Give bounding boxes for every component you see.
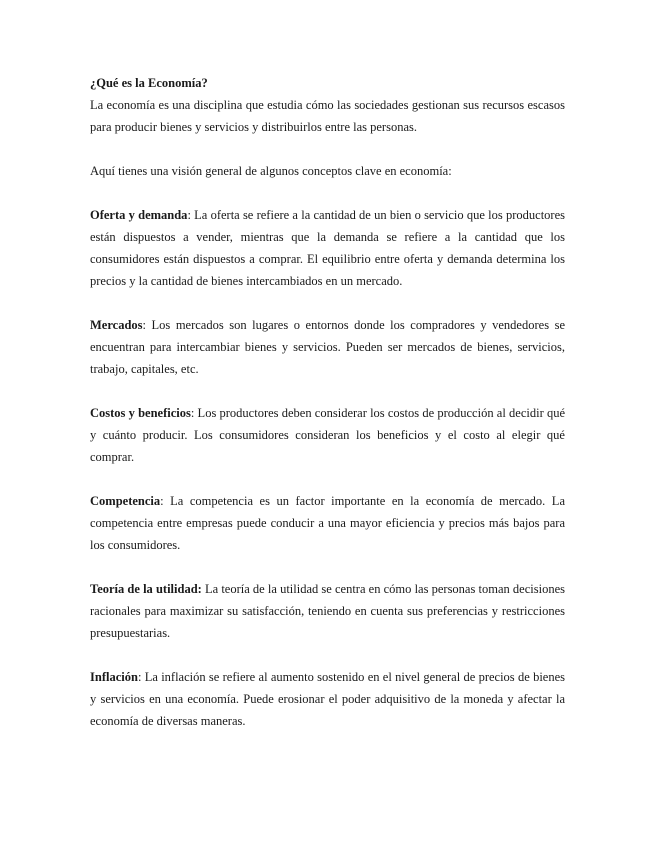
section-text: : La competencia es un factor importante en la economía de mercado. La competencia entre empresas puede conducir a una mayor eficiencia y precios más bajos para los consumidores. — [90, 494, 565, 552]
section-term: Teoría de la utilidad: — [90, 582, 202, 596]
section-text: : Los mercados son lugares o entornos donde los compradores y vendedores se encuentran para intercambiar bienes y servicios. Pueden ser mercados de bienes, servicios, trabajo, capitales, etc. — [90, 318, 565, 376]
section-term: Inflación — [90, 670, 138, 684]
section-costos-beneficios — [90, 402, 565, 468]
section-term: Competencia — [90, 494, 161, 508]
section-term: Oferta y demanda — [90, 208, 188, 222]
section-term: Mercados — [90, 318, 143, 332]
section-text: : La inflación se refiere al aumento sostenido en el nivel general de precios de bienes y servicios en una economía. Puede erosionar el poder adquisitivo de la moneda y afectar la economía de diversas maneras. — [90, 670, 565, 728]
document-title: ¿Qué es la Economía? — [90, 76, 208, 90]
section-mercados — [90, 314, 565, 380]
section-inflacion — [90, 666, 565, 732]
intro-paragraph: La economía es una disciplina que estudia cómo las sociedades gestionan sus recursos escasos para producir bienes y servicios y distribuirlos entre las personas. — [90, 98, 565, 134]
section-competencia — [90, 490, 565, 556]
section-term: Costos y beneficios — [90, 406, 191, 420]
section-oferta-demanda — [90, 204, 565, 292]
section-text: : La oferta se refiere a la cantidad de un bien o servicio que los productores están dispuestos a vender, mientras que la demanda se refiere a la cantidad que los consumidores están dispuestos a comprar. El equilibrio entre oferta y demanda determina los precios y la cantidad de bienes intercambiados en un mercado. — [90, 208, 565, 288]
lead-paragraph: Aquí tienes una visión general de algunos conceptos clave en economía: — [90, 164, 452, 178]
section-teoria-utilidad — [90, 578, 565, 644]
section-text: : Los productores deben considerar los costos de producción al decidir qué y cuánto producir. Los consumidores consideran los beneficios y el costo al elegir qué comprar. — [90, 406, 565, 464]
section-text: La teoría de la utilidad se centra en cómo las personas toman decisiones racionales para maximizar su satisfacción, teniendo en cuenta sus preferencias y restricciones presupuestarias. — [90, 582, 565, 640]
document-body — [90, 72, 565, 754]
